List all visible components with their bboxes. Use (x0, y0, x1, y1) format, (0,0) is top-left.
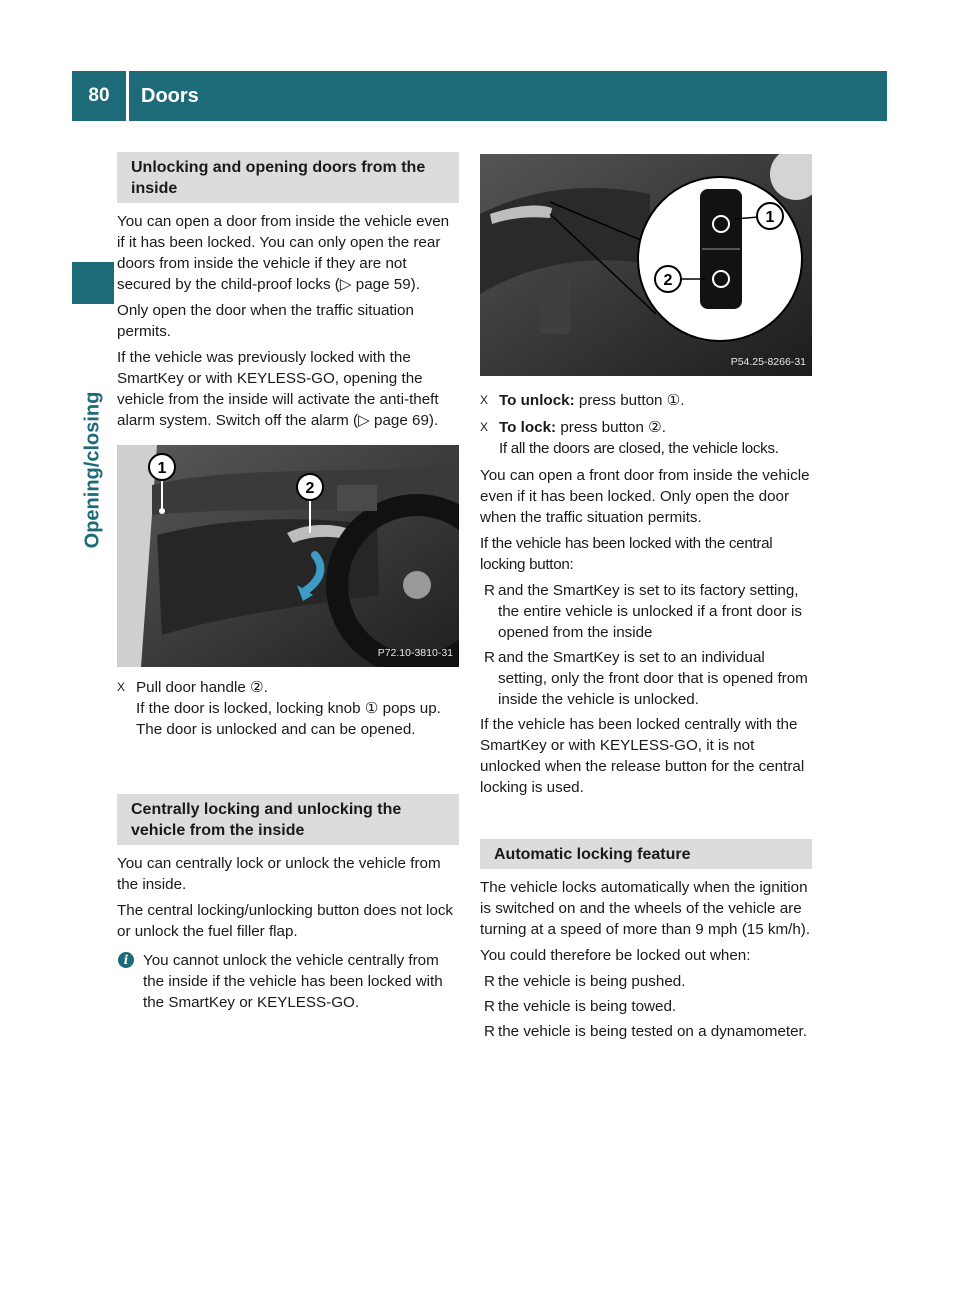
list-item (480, 580, 812, 643)
paragraph: If the vehicle was previously locked with the SmartKey or with KEYLESS-GO, opening the vehicle from the inside will activate the anti-theft alarm system. Switch off the alarm (▷ page 69). (117, 349, 439, 429)
heading-central-locking: Centrally locking and unlocking the vehicle from the inside (117, 794, 459, 845)
callout-1-label: 1 (765, 209, 775, 226)
list-item-text: the vehicle is being tested on a dynamometer. (498, 1023, 807, 1040)
bullet-marker: R (484, 582, 495, 599)
info-note (117, 950, 459, 1013)
left-column (117, 152, 459, 1013)
paragraph: You could therefore be locked out when: (480, 947, 751, 964)
bullet-marker: R (484, 649, 495, 666)
list-item (480, 996, 812, 1017)
callout-1-label: 1 (157, 460, 167, 477)
instruction-step-unlock (480, 390, 812, 411)
step-detail: If the door is locked, locking knob ① pops up. The door is unlocked and can be opened. (136, 700, 441, 738)
step-marker: X (480, 393, 489, 407)
figure-code: P72.10-3810-31 (377, 647, 453, 659)
paragraph: If the vehicle has been locked with the central locking button: (480, 535, 773, 573)
side-tab-marker (72, 262, 114, 304)
side-tab-label: Opening/closing (81, 391, 104, 549)
step-detail: If all the doors are closed, the vehicle locks. (499, 440, 779, 457)
steering-emblem (403, 571, 431, 599)
page-number: 80 (88, 85, 110, 106)
step-text: press button ②. (556, 419, 666, 436)
seat-adjust-controls (337, 485, 377, 511)
info-note-text: You cannot unlock the vehicle centrally from the inside if the vehicle has been locked with the SmartKey or KEYLESS-GO. (143, 952, 443, 1011)
instruction-step (117, 677, 459, 740)
window-switch-panel (540, 274, 570, 334)
step-marker: X (480, 420, 489, 434)
list-item (480, 647, 812, 710)
right-column (480, 152, 812, 1046)
instruction-step-lock (480, 417, 812, 459)
step-marker: X (117, 680, 126, 694)
callout-2-label: 2 (663, 272, 673, 289)
callout-2-label: 2 (305, 480, 315, 497)
paragraph: The vehicle locks automatically when the ignition is switched on and the wheels of the vehicle are turning at a speed of more than 9 mph (15 km/h). (480, 879, 811, 938)
section-title: Doors (141, 85, 199, 107)
paragraph: You can open a door from inside the vehicle even if it has been locked. You can only open the rear doors from inside the vehicle if they are not secured by the child-proof locks (▷ page 59). (117, 213, 450, 293)
list-item (480, 1021, 812, 1042)
header-divider (126, 71, 129, 121)
lock-button-photo (480, 154, 812, 376)
step-label: To lock: (499, 419, 557, 436)
step-label: To unlock: (499, 392, 575, 409)
bullet-marker: R (484, 1023, 495, 1040)
step-text: Pull door handle ②. (136, 679, 268, 696)
figure-code: P54.25-8266-31 (730, 356, 806, 368)
list-item-text: the vehicle is being pushed. (498, 973, 686, 990)
paragraph: Only open the door when the traffic situation permits. (117, 302, 414, 340)
step-text: press button ①. (574, 392, 685, 409)
heading-automatic-locking: Automatic locking feature (480, 839, 812, 869)
paragraph: You can open a front door from inside the vehicle even if it has been locked. Only open the door when the traffic situation permits. (480, 467, 810, 526)
paragraph: You can centrally lock or unlock the vehicle from the inside. (117, 855, 441, 893)
door-handle-photo (117, 445, 459, 667)
lock-button-illustration (480, 154, 812, 376)
door-handle-illustration (117, 445, 459, 667)
bullet-marker: R (484, 998, 495, 1015)
bullet-marker: R (484, 973, 495, 990)
list-item (480, 971, 812, 992)
paragraph: If the vehicle has been locked centrally with the SmartKey or with KEYLESS-GO, it is not unlocked when the release button for the central locking is used. (480, 716, 805, 796)
list-item-text: and the SmartKey is set to an individual setting, only the front door that is opened from inside the vehicle is unlocked. (498, 649, 808, 708)
locking-knob (159, 508, 165, 514)
list-item-text: and the SmartKey is set to its factory setting, the entire vehicle is unlocked if a front door is opened from the inside (498, 582, 802, 641)
paragraph: The central locking/unlocking button does not lock or unlock the fuel filler flap. (117, 902, 454, 940)
heading-unlocking-opening: Unlocking and opening doors from the inside (117, 152, 459, 203)
list-item-text: the vehicle is being towed. (498, 998, 677, 1015)
info-icon: i (118, 952, 134, 968)
